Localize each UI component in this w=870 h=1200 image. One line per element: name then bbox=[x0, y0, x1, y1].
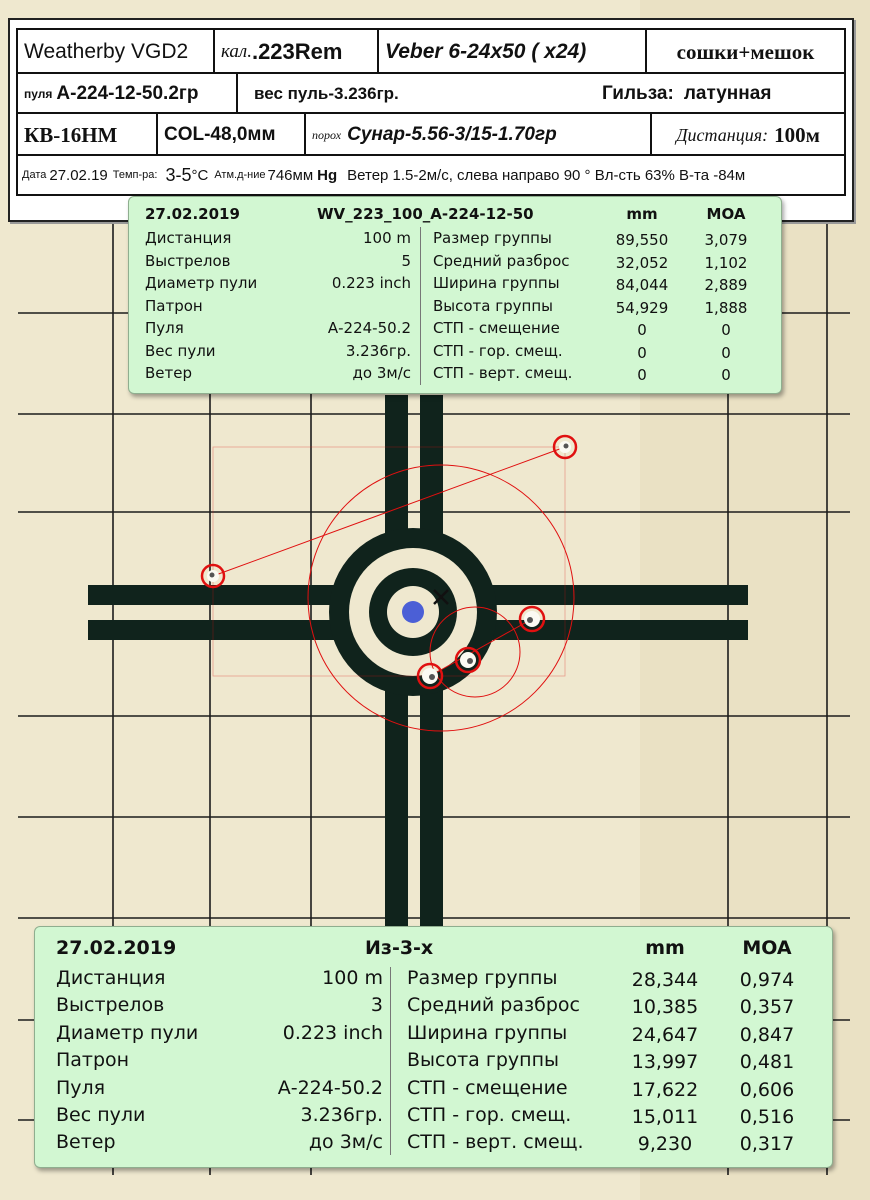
header-row-bullet bbox=[16, 72, 846, 114]
metric-label: Высота группы bbox=[407, 1049, 559, 1072]
panel-divider bbox=[390, 967, 391, 1155]
scope-model: Veber 6-24x50 ( x24) bbox=[377, 30, 645, 74]
caliber-prefix: кал. bbox=[221, 41, 252, 62]
distance-cell bbox=[650, 114, 844, 156]
bullet-weight: вес пуль-3.236гр. bbox=[236, 74, 596, 114]
stat-value: до 3м/с bbox=[352, 364, 411, 382]
pressure-value: 746мм bbox=[267, 166, 314, 184]
caliber-value: .223Rem bbox=[251, 39, 343, 64]
metric-label: Ширина группы bbox=[433, 274, 560, 292]
metric-mm: 24,647 bbox=[631, 1023, 699, 1046]
metric-mm: 0 bbox=[637, 321, 647, 339]
metric-moa: 0 bbox=[721, 343, 731, 362]
metric-moa: 0,481 bbox=[739, 1051, 795, 1074]
cartridge-length: COL-48,0мм bbox=[156, 114, 304, 156]
stat-value: 100 m bbox=[322, 967, 383, 989]
metric-mm: 0 bbox=[637, 366, 647, 384]
metric-label: СТП - гор. смещ. bbox=[407, 1104, 572, 1126]
group-stats-panel-5-shots bbox=[128, 196, 782, 394]
metric-moa: 2,889 bbox=[704, 276, 748, 294]
bullet-prefix: пуля bbox=[24, 87, 53, 101]
stat-label: Дистанция bbox=[56, 967, 166, 989]
pressure-label: Атм.д-ние bbox=[214, 169, 266, 181]
case-label: Гильза: bbox=[602, 83, 674, 104]
bullet-name: А-224-12-50.2гр bbox=[56, 83, 199, 104]
metric-mm: 0 bbox=[637, 343, 647, 362]
metric-label: СТП - верт. смещ. bbox=[433, 364, 573, 382]
support-setup: сошки+мешок bbox=[645, 30, 844, 74]
metric-label: Средний разброс bbox=[433, 251, 570, 270]
metric-label: Высота группы bbox=[433, 296, 553, 315]
metric-moa: 0 bbox=[721, 366, 731, 384]
panel-session-name: WV_223_100_А-224-12-50 bbox=[317, 205, 534, 223]
panel-session-name: Из-3-х bbox=[365, 937, 434, 959]
metric-mm: 54,929 bbox=[615, 298, 669, 317]
metric-label: СТП - верт. смещ. bbox=[407, 1131, 584, 1154]
metric-moa: 0,516 bbox=[739, 1106, 795, 1128]
metric-label: Ширина группы bbox=[407, 1021, 568, 1044]
panel-date: 27.02.2019 bbox=[145, 205, 240, 223]
powder-cell bbox=[304, 114, 650, 156]
distance-label: Дистанция: bbox=[676, 124, 769, 145]
stat-label: Патрон bbox=[145, 296, 203, 315]
bullet-cell bbox=[18, 74, 236, 114]
metric-mm: 10,385 bbox=[631, 996, 699, 1019]
stat-value: 5 bbox=[401, 251, 411, 270]
load-data-card bbox=[8, 18, 854, 222]
metric-moa: 0,606 bbox=[739, 1078, 795, 1101]
powder-charge: Сунар-5.56-3/15-1.70гр bbox=[347, 124, 557, 145]
metric-label: Размер группы bbox=[433, 229, 552, 247]
panel-col-mm: mm bbox=[626, 205, 658, 223]
metric-moa: 0 bbox=[721, 321, 731, 339]
date-value: 27.02.19 bbox=[49, 166, 108, 184]
stat-value: 3.236гр. bbox=[300, 1104, 383, 1126]
caliber-cell bbox=[213, 30, 377, 74]
stat-label: Патрон bbox=[56, 1049, 130, 1072]
case-cell bbox=[596, 74, 844, 114]
header-row-conditions bbox=[16, 154, 846, 196]
metric-moa: 1,102 bbox=[704, 253, 748, 272]
panel-col-moa: MOA bbox=[742, 937, 792, 959]
metric-mm: 13,997 bbox=[631, 1051, 699, 1074]
stat-value: 3 bbox=[370, 994, 383, 1017]
metric-mm: 28,344 bbox=[631, 969, 699, 991]
metric-moa: 3,079 bbox=[704, 231, 748, 249]
metric-label: СТП - смещение bbox=[407, 1076, 568, 1099]
pressure-unit: Hg bbox=[317, 166, 338, 184]
metric-mm: 32,052 bbox=[615, 253, 669, 272]
stat-label: Пуля bbox=[145, 319, 184, 337]
metric-mm: 9,230 bbox=[637, 1133, 693, 1156]
metric-moa: 0,847 bbox=[739, 1023, 795, 1046]
metric-moa: 1,888 bbox=[704, 298, 748, 317]
panel-col-mm: mm bbox=[645, 937, 685, 959]
metric-moa: 0,974 bbox=[739, 969, 795, 991]
metric-mm: 17,622 bbox=[631, 1078, 699, 1101]
panel-col-moa: MOA bbox=[706, 205, 746, 223]
stat-label: Вес пули bbox=[56, 1104, 146, 1126]
stat-value: А-224-50.2 bbox=[327, 319, 411, 337]
date-label: Дата bbox=[22, 169, 47, 181]
metric-label: Средний разброс bbox=[407, 994, 580, 1017]
header-row-powder bbox=[16, 112, 846, 156]
powder-prefix: порох bbox=[312, 127, 342, 142]
stat-label: Выстрелов bbox=[145, 251, 231, 270]
conditions-cell bbox=[18, 156, 844, 194]
panel-divider bbox=[420, 227, 421, 385]
metric-label: СТП - гор. смещ. bbox=[433, 341, 563, 360]
stat-value: 0.223 inch bbox=[331, 274, 411, 292]
stat-label: Ветер bbox=[145, 364, 193, 382]
metric-moa: 0,357 bbox=[739, 996, 795, 1019]
stat-value: 100 m bbox=[362, 229, 411, 247]
stat-label: Дистанция bbox=[145, 229, 232, 247]
stat-label: Диаметр пули bbox=[56, 1021, 199, 1044]
stat-label: Вес пули bbox=[145, 341, 216, 360]
rifle-model: Weatherby VGD2 bbox=[24, 40, 189, 63]
stat-label: Выстрелов bbox=[56, 994, 165, 1017]
metric-moa: 0,317 bbox=[739, 1133, 795, 1156]
metric-label: Размер группы bbox=[407, 967, 558, 989]
distance-value: 100м bbox=[774, 122, 820, 147]
stat-label: Пуля bbox=[56, 1076, 106, 1099]
group-stats-panel-3-shots bbox=[34, 926, 833, 1168]
aim-point-dot bbox=[402, 601, 424, 623]
stat-label: Диаметр пули bbox=[145, 274, 258, 292]
stat-label: Ветер bbox=[56, 1131, 116, 1154]
stat-value: 3.236гр. bbox=[345, 341, 411, 360]
stat-value: А-224-50.2 bbox=[277, 1076, 383, 1099]
stat-value: до 3м/с bbox=[308, 1131, 383, 1154]
temperature-label: Темп-ра: bbox=[112, 169, 158, 181]
stat-value: 0.223 inch bbox=[282, 1021, 383, 1044]
panel-date: 27.02.2019 bbox=[56, 937, 177, 959]
metric-mm: 89,550 bbox=[615, 231, 669, 249]
metric-label: СТП - смещение bbox=[433, 319, 560, 337]
temperature-unit: °С bbox=[191, 166, 209, 184]
primer: КВ-16НМ bbox=[24, 122, 118, 147]
case-value: латунная bbox=[683, 83, 772, 104]
metric-mm: 15,011 bbox=[631, 1106, 699, 1128]
wind-humidity-altitude: Ветер 1.5-2м/с, слева направо 90 ° Вл-сть 63% В-та -84м bbox=[347, 166, 746, 184]
header-row-rifle bbox=[16, 28, 846, 74]
temperature-value: 3-5 bbox=[165, 164, 192, 185]
metric-mm: 84,044 bbox=[615, 276, 669, 294]
